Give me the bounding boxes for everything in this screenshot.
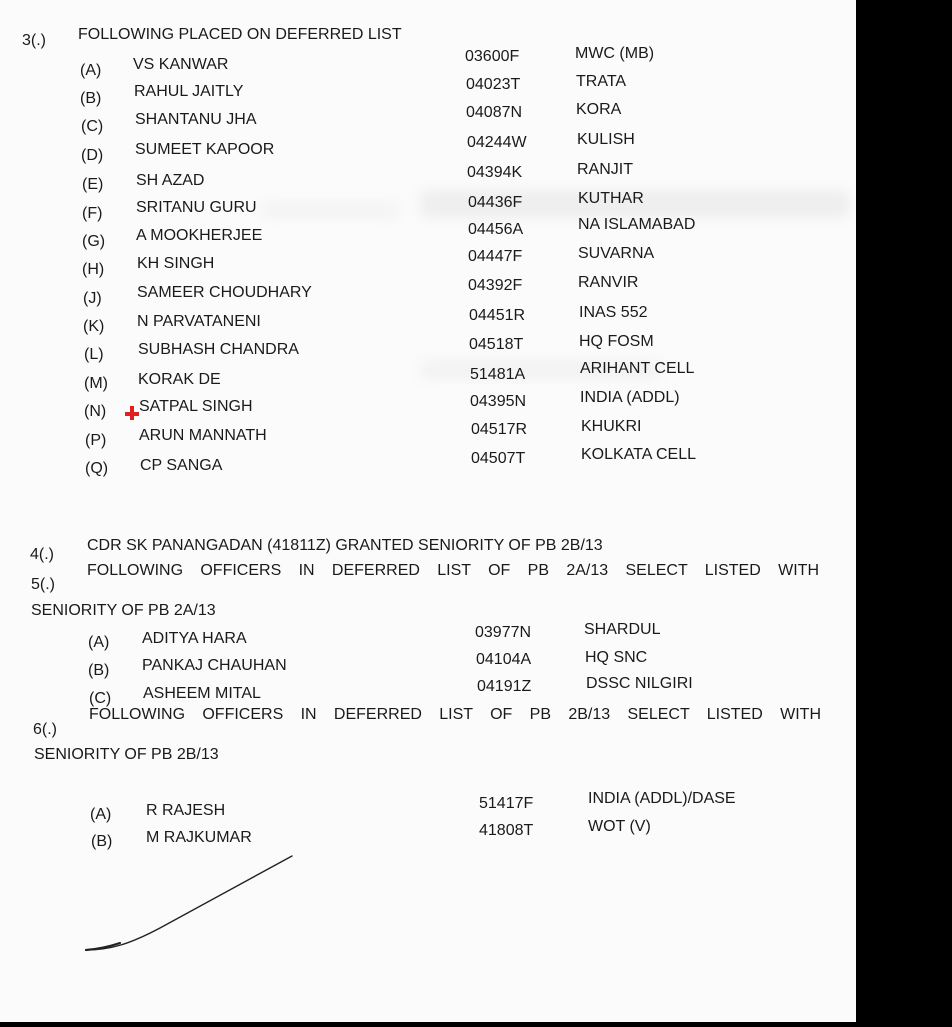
list-item-code: (D) — [81, 147, 104, 164]
list-item-name: ADITYA HARA — [142, 630, 247, 647]
list-item-id: 04394K — [467, 164, 523, 181]
list-item-unit: KOLKATA CELL — [581, 446, 697, 463]
list-item-name: ARUN MANNATH — [139, 427, 267, 444]
list-item-unit: KUTHAR — [578, 190, 644, 207]
list-item-unit: KORA — [576, 101, 622, 118]
list-item-name: SAMEER CHOUDHARY — [137, 284, 312, 301]
list-item-code: (E) — [82, 176, 104, 193]
section-5-number: 5(.) — [31, 576, 55, 593]
list-item-id: 03600F — [465, 48, 520, 65]
list-item-id: 04104A — [476, 651, 532, 668]
list-item-code: (Q) — [85, 460, 109, 477]
list-item-id: 04447F — [468, 248, 523, 265]
list-item-name: R RAJESH — [146, 802, 226, 819]
list-item-code: (B) — [80, 90, 102, 107]
list-item-name: M RAJKUMAR — [146, 829, 252, 846]
list-item-code: (C) — [89, 690, 112, 707]
list-item-code: (H) — [82, 261, 105, 278]
list-item-id: 04517R — [471, 421, 528, 438]
list-item-name: SUMEET KAPOOR — [135, 141, 275, 158]
list-item-id: 03977N — [475, 624, 532, 641]
list-item-code: (C) — [81, 118, 104, 135]
list-item-code: (G) — [82, 233, 106, 250]
list-item-unit: SUVARNA — [578, 245, 655, 262]
list-item-name: SATPAL SINGH — [139, 398, 253, 415]
section-3-heading: FOLLOWING PLACED ON DEFERRED LIST — [78, 26, 402, 43]
list-item-code: (J) — [83, 290, 102, 307]
list-item-code: (A) — [90, 806, 112, 823]
list-item-name: CP SANGA — [140, 457, 223, 474]
list-item-id: 51417F — [479, 795, 534, 812]
list-item-name: RAHUL JAITLY — [134, 83, 244, 100]
list-item-unit: DSSC NILGIRI — [586, 675, 693, 692]
list-item-id: 04191Z — [477, 678, 532, 695]
list-item-code: (L) — [84, 346, 104, 363]
list-item-id: 04436F — [468, 194, 523, 211]
list-item-name: A MOOKHERJEE — [136, 227, 263, 244]
list-item-unit: INDIA (ADDL)/DASE — [588, 790, 736, 807]
list-item-name: SH AZAD — [136, 172, 205, 189]
list-item-id: 04507T — [471, 450, 526, 467]
list-item-id: 04395N — [470, 393, 527, 410]
list-item-unit: HQ FOSM — [579, 333, 654, 350]
list-item-unit: INDIA (ADDL) — [580, 389, 680, 406]
list-item-name: KH SINGH — [137, 255, 215, 272]
list-item-code: (N) — [84, 403, 107, 420]
list-item-name: SHANTANU JHA — [135, 111, 257, 128]
list-item-id: 04518T — [469, 336, 524, 353]
section-6-number: 6(.) — [33, 721, 57, 738]
list-item-name: N PARVATANENI — [137, 313, 261, 330]
list-item-code: (K) — [83, 318, 105, 335]
list-item-id: 41808T — [479, 822, 534, 839]
list-item-code: (M) — [84, 375, 108, 392]
section-4-number: 4(.) — [30, 546, 54, 563]
section-6-text-line2: SENIORITY OF PB 2B/13 — [34, 746, 219, 763]
list-item-id: 04023T — [466, 76, 521, 93]
list-item-code: (A) — [80, 62, 102, 79]
list-item-unit: RANVIR — [578, 274, 639, 291]
section-5-text-line2: SENIORITY OF PB 2A/13 — [31, 602, 216, 619]
section-5-text-line1: FOLLOWING OFFICERS IN DEFERRED LIST OF PB 2A/13 SELECT LISTED WITH — [87, 562, 819, 579]
list-item-name: SRITANU GURU — [136, 199, 257, 216]
list-item-unit: INAS 552 — [579, 304, 648, 321]
list-item-unit: SHARDUL — [584, 621, 661, 638]
section-6-text-line1: FOLLOWING OFFICERS IN DEFERRED LIST OF PB 2B/13 SELECT LISTED WITH — [89, 706, 821, 723]
signature-stroke — [80, 850, 300, 960]
list-item-unit: RANJIT — [577, 161, 633, 178]
list-item-code: (B) — [91, 833, 113, 850]
list-item-unit: HQ SNC — [585, 649, 648, 666]
section-4-text: CDR SK PANANGADAN (41811Z) GRANTED SENIORITY OF PB 2B/13 — [87, 537, 603, 554]
list-item-id: 04244W — [467, 134, 527, 151]
list-item-unit: TRATA — [576, 73, 627, 90]
list-item-name: ASHEEM MITAL — [143, 685, 261, 702]
list-item-unit: MWC (MB) — [575, 45, 655, 62]
list-item-id: 04451R — [469, 307, 526, 324]
list-item-id: 04456A — [468, 221, 524, 238]
list-item-id: 04392F — [468, 277, 523, 294]
section-3-number: 3(.) — [22, 32, 46, 49]
list-item-name: VS KANWAR — [133, 56, 229, 73]
red-cross-mark-icon — [125, 406, 139, 420]
list-item-unit: WOT (V) — [588, 818, 651, 835]
list-item-code: (B) — [88, 662, 110, 679]
list-item-name: KORAK DE — [138, 371, 221, 388]
list-item-unit: ARIHANT CELL — [580, 360, 695, 377]
list-item-id: 51481A — [470, 366, 526, 383]
list-item-unit: KHUKRI — [581, 418, 642, 435]
list-item-code: (P) — [85, 432, 107, 449]
list-item-unit: NA ISLAMABAD — [578, 216, 696, 233]
list-item-code: (A) — [88, 634, 110, 651]
list-item-id: 04087N — [466, 104, 523, 121]
list-item-name: SUBHASH CHANDRA — [138, 341, 299, 358]
list-item-name: PANKAJ CHAUHAN — [142, 657, 287, 674]
list-item-unit: KULISH — [577, 131, 635, 148]
list-item-code: (F) — [82, 205, 103, 222]
bleed-through-smudge — [260, 200, 400, 220]
